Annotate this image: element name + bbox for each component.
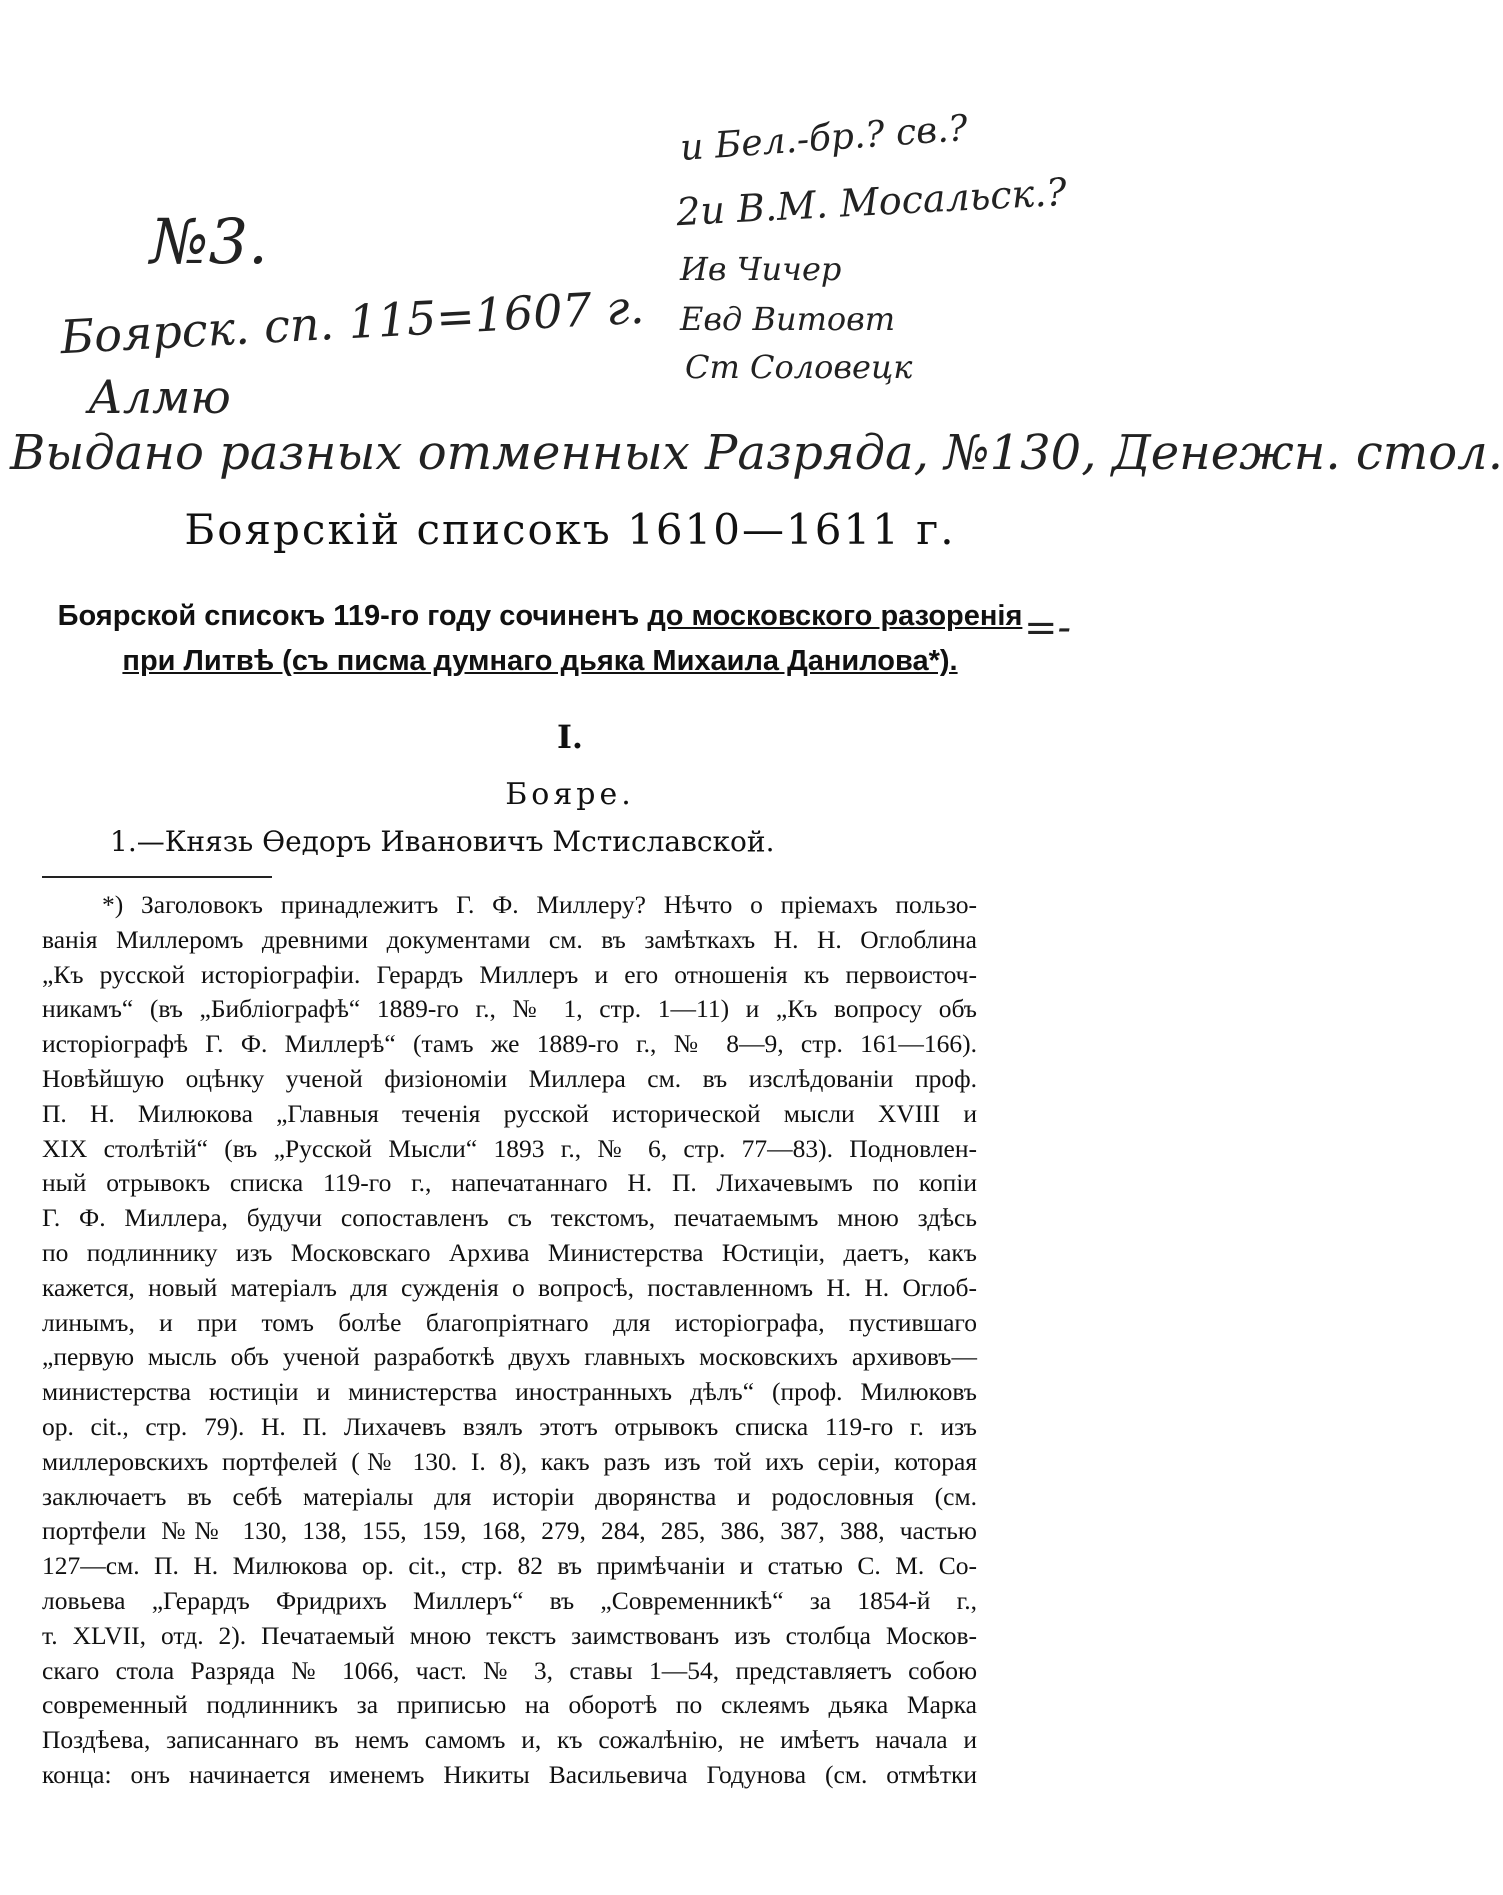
handwritten-note-right-5: Ст Соловецк [685,348,913,386]
footnote-line: ловьева „Герардъ Фридрихъ Миллеръ“ въ „Современникѣ“ за 1854-й г., [42,1585,977,1615]
handwritten-note-right-3: Ив Чичер [680,250,842,288]
footnote-line: скаго стола Разряда № 1066, част. № 3, ставы 1—54, представляетъ собою [42,1655,977,1685]
handwritten-note-right-4: Евд Витовт [680,300,896,338]
footnote-line: *) Заголовокъ принадлежитъ Г. Ф. Миллеру? Нѣчто о пріемахъ пользо- [102,890,977,919]
footnote [42,888,977,1793]
footnote-line: „первую мысль объ ученой разработкѣ двухъ главныхъ московскихъ архивовъ— [42,1342,977,1372]
footnote-line: исторіографѣ Г. Ф. Миллерѣ“ (тамъ же 1889-го г., № 8—9, стр. 161—166). [42,1029,977,1059]
section-heading: Бояре. [505,777,635,812]
chapter-number: I. [556,718,584,756]
footnote-line: современный подлинникъ за приписью на оборотѣ по склеямъ дьяка Марка [42,1690,977,1720]
heading-line-2: при Литвѣ (съ писма думнаго дьяка Михаила Данилова*). [122,645,958,677]
handwritten-line-2: Алмю [88,370,231,424]
handwritten-note-right-2: 2и В.М. Мосальск.? [675,169,1068,235]
footnote-line: op. cit., стр. 79). Н. П. Лихачевъ взялъ этотъ отрывокъ списка 119-го г. изъ [42,1411,977,1441]
footnote-line: портфели №№ 130, 138, 155, 159, 168, 279, 284, 285, 386, 387, 388, частью [42,1516,977,1546]
list-entry: 1.—Князь Ѳедоръ Ивановичъ Мстиславской. [110,825,775,858]
footnote-line: Новѣйшую оцѣнку ученой физіономіи Миллера см. въ изслѣдованіи проф. [42,1063,977,1093]
footnote-line: ный отрывокъ списка 119-го г., напечатаннаго Н. П. Лихачевымъ по копіи [42,1168,977,1198]
footnote-line: П. Н. Милюкова „Главныя теченія русской исторической мысли XVIII и [42,1098,977,1128]
footnote-line: министерства юстиціи и министерства иностранныхъ дѣлъ“ (проф. Милюковъ [42,1377,977,1407]
handwritten-number: №3. [150,205,268,278]
footnote-line: ванія Миллеромъ древними документами см. въ замѣткахъ Н. Н. Оглоблина [42,924,977,954]
heading-line-1-text: Боярской списокъ 119-го году сочиненъ [57,600,648,632]
footnote-line: „Къ русской исторіографіи. Герардъ Миллеръ и его отношенія къ первоисточ- [42,959,977,989]
heading-line-1-underlined: до московского разоренія [647,600,1023,632]
footnote-line: никамъ“ (въ „Библіографѣ“ 1889-го г., № 1, стр. 1—11) и „Къ вопросу объ [42,994,977,1024]
handwritten-note-right-1: и Бел.-бр.? св.? [678,108,970,169]
handwritten-line-3: Выдано разных отменных Разряда, №130, Денежн. стол. [10,425,1503,481]
footnote-line: миллеровскихъ портфелей (№ 130. I. 8), какъ разъ изъ той ихъ серіи, которая [42,1446,977,1476]
footnote-line: кажется, новый матеріалъ для сужденія о вопросѣ, поставленномъ Н. Н. Оглоб- [42,1272,977,1302]
handwritten-line-1: Боярск. сп. 115=1607 г. [58,279,646,365]
handwritten-dash-mark: =- [1024,605,1072,651]
footnote-line: заключаетъ въ себѣ матеріалы для исторіи дворянства и родословныя (см. [42,1481,977,1511]
footnote-line: т. XLVII, отд. 2). Печатаемый мною текстъ заимствованъ изъ столбца Москов- [42,1620,977,1650]
footnote-line: Г. Ф. Миллера, будучи сопоставленъ съ текстомъ, печатаемымъ мною здѣсь [42,1203,977,1233]
footnote-line: 127—см. П. Н. Милюкова op. cit., стр. 82 въ примѣчаніи и статью С. М. Со- [42,1551,977,1581]
footnote-line: Поздѣева, записаннаго въ немъ самомъ и, къ сожалѣнію, не имѣетъ начала и [42,1725,977,1755]
page-title: Боярскій списокъ 1610—1611 г. [184,505,956,554]
heading-line-1 [40,600,1040,633]
footnote-line: конца: онъ начинается именемъ Никиты Васильевича Годунова (см. отмѣтки [42,1759,977,1789]
footnote-divider [42,876,272,878]
footnote-line: линымъ, и при томъ болѣе благопріятнаго для исторіографа, пустившаго [42,1307,977,1337]
footnote-line: по подлиннику изъ Московскаго Архива Министерства Юстиціи, даетъ, какъ [42,1237,977,1267]
footnote-line: XIX столѣтій“ (въ „Русской Мысли“ 1893 г., № 6, стр. 77—83). Подновлен- [42,1133,977,1163]
